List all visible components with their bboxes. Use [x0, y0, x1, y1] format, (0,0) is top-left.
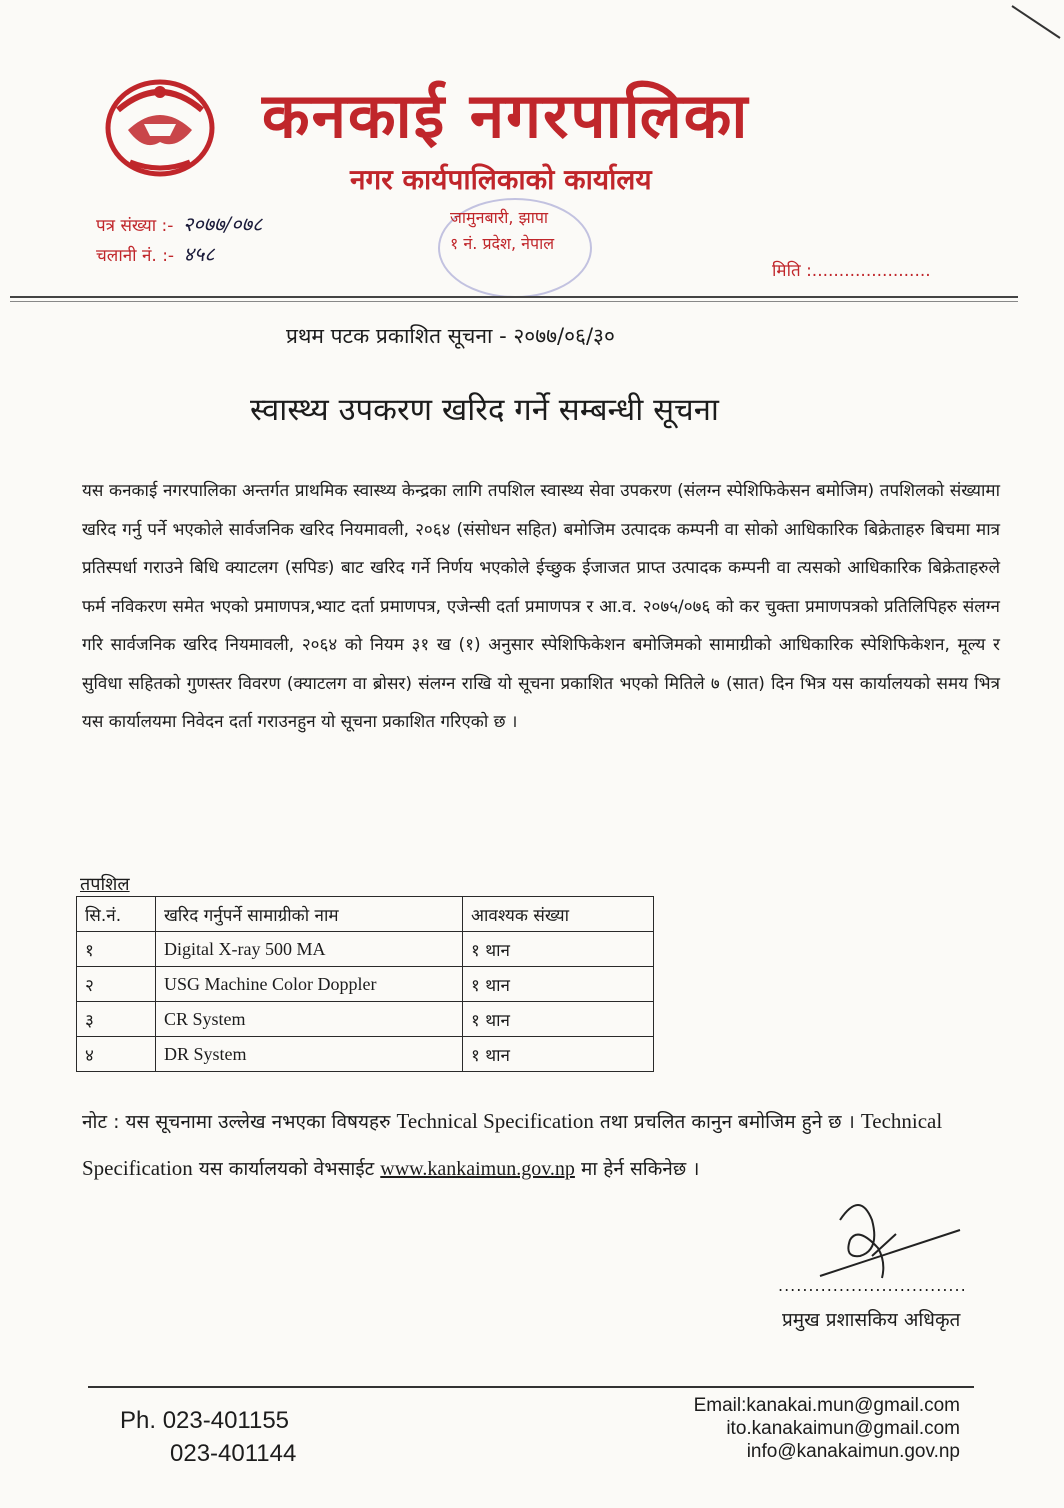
ref-number-row — [96, 210, 396, 240]
signatory-title: प्रमुख प्रशासकिय अधिकृत — [782, 1309, 961, 1331]
table-row — [77, 932, 654, 967]
office-address — [450, 205, 640, 257]
note-tech-spec-1: Technical Specification — [396, 1109, 594, 1133]
phone-1: Ph. 023-401155 — [120, 1407, 290, 1434]
row-item-name: DR System — [156, 1037, 463, 1072]
footer-divider — [88, 1386, 974, 1388]
reference-block — [96, 210, 396, 270]
signature-line: ............................... — [778, 1276, 967, 1295]
organization-name: कनकाई नगरपालिका — [262, 79, 750, 152]
row-serial: १ — [77, 932, 156, 967]
row-quantity: १ थान — [463, 1037, 654, 1072]
header-divider — [10, 296, 1018, 298]
email-2: ito.kanakaimun@gmail.com — [726, 1418, 960, 1439]
row-quantity: १ थान — [463, 1002, 654, 1037]
row-item-name: CR System — [156, 1002, 463, 1037]
nepal-emblem-icon — [100, 70, 220, 180]
table-row — [77, 1002, 654, 1037]
note-paragraph — [82, 1098, 1012, 1192]
table-row — [77, 967, 654, 1002]
email-3: info@kanakaimun.gov.np — [746, 1441, 960, 1462]
table-header-row — [77, 897, 654, 932]
details-heading: तपशिल — [80, 874, 130, 895]
note-tech-spec-2: Technical Specification — [82, 1109, 943, 1180]
footer-phones — [120, 1404, 360, 1470]
row-serial: ३ — [77, 1002, 156, 1037]
header-serial: सि.नं. — [77, 897, 156, 932]
row-item-name: Digital X-ray 500 MA — [156, 932, 463, 967]
note-text-4: मा हेर्न सकिनेछ । — [580, 1158, 700, 1180]
row-quantity: १ थान — [463, 932, 654, 967]
header-divider-thin — [10, 301, 1018, 302]
office-name: नगर कार्यपालिकाको कार्यालय — [350, 163, 652, 196]
table-row — [77, 1037, 654, 1072]
header-quantity: आवश्यक संख्या — [463, 897, 654, 932]
note-text-2: तथा प्रचलित कानुन बमोजिम हुने छ । — [599, 1111, 855, 1133]
ref-number-value: २०७७/०७८ — [182, 212, 263, 236]
ref-number-label: पत्र संख्या :- — [96, 216, 174, 236]
dispatch-number-row — [96, 240, 396, 270]
row-item-name: USG Machine Color Doppler — [156, 967, 463, 1002]
row-serial: ४ — [77, 1037, 156, 1072]
row-quantity: १ थान — [463, 967, 654, 1002]
email-1: Email:kanakai.mun@gmail.com — [693, 1395, 960, 1416]
notice-body: यस कनकाई नगरपालिका अन्तर्गत प्राथमिक स्वास्थ्य केन्द्रका लागि तपशिल स्वास्थ्य सेवा उपकरण (संलग्न स्पेशिफिकेसन बमोजिम) तपशिलको संख्यामा खरिद गर्नु पर्ने भएकोले सार्वजनिक खरिद नियमावली, २०६४ (संसोधन सहित) बमोजिम उत्पादक कम्पनी वा सोको आधिकारिक बिक्रेताहरु बिचमा मात्र प्रतिस्पर्धा गराउने बिधि क्याटलग (सपिङ) बाट खरिद गर्ने निर्णय भएकोले ईच्छुक ईजाजत प्राप्त उत्पादक कम्पनी वा त्यसको आधिकारिक बिक्रेताहरुले फर्म नविकरण समेत भएको प्रमाणपत्र,भ्याट दर्ता प्रमाणपत्र, एजेन्सी दर्ता प्रमाणपत्र र आ.व. २०७५/०७६ को कर चुक्ता प्रमाणपत्रको प्रतिलिपिहरु संलग्न गरि सार्वजनिक खरिद नियमावली, २०६४ को नियम ३१ ख (१) अनुसार स्पेशिफिकेशन बमोजिमको सामाग्रीको आधिकारिक स्पेशिफिकेशन, मूल्य र सुविधा सहितको गुणस्तर विवरण (क्याटलग वा ब्रोसर) संलग्न राखि यो सूचना प्रकाशित भएको मितिले ७ (सात) दिन भित्र यस कार्यालयको समय भित्र यस कार्यालयमा निवेदन दर्ता गराउनहुन यो सूचना प्रकाशित गरिएको छ । — [82, 481, 1000, 732]
phone-2: 023-401144 — [170, 1440, 297, 1467]
dispatch-number-label: चलानी नं. :- — [96, 246, 175, 266]
note-text-1: नोट : यस सूचनामा उल्लेख नभएका विषयहरु — [82, 1111, 391, 1133]
header-item-name: खरिद गर्नुपर्ने सामाग्रीको नाम — [156, 897, 463, 932]
website-link[interactable]: www.kankaimun.gov.np — [380, 1158, 575, 1180]
dispatch-number-value: ४५८ — [183, 242, 215, 266]
address-line-2: १ नं. प्रदेश, नेपाल — [450, 234, 555, 253]
date-field: मिति :...................... — [772, 261, 931, 281]
address-line-1: जामुनबारी, झापा — [450, 208, 549, 227]
row-serial: २ — [77, 967, 156, 1002]
items-table — [76, 896, 654, 1072]
notice-title: स्वास्थ्य उपकरण खरिद गर्ने सम्बन्धी सूचना — [250, 392, 719, 428]
corner-fold-mark — [1010, 0, 1064, 40]
footer-emails — [620, 1394, 960, 1463]
publication-line: प्रथम पटक प्रकाशित सूचना - २०७७/०६/३० — [286, 324, 615, 348]
note-text-3: यस कार्यालयको वेभसाईट — [198, 1158, 375, 1180]
